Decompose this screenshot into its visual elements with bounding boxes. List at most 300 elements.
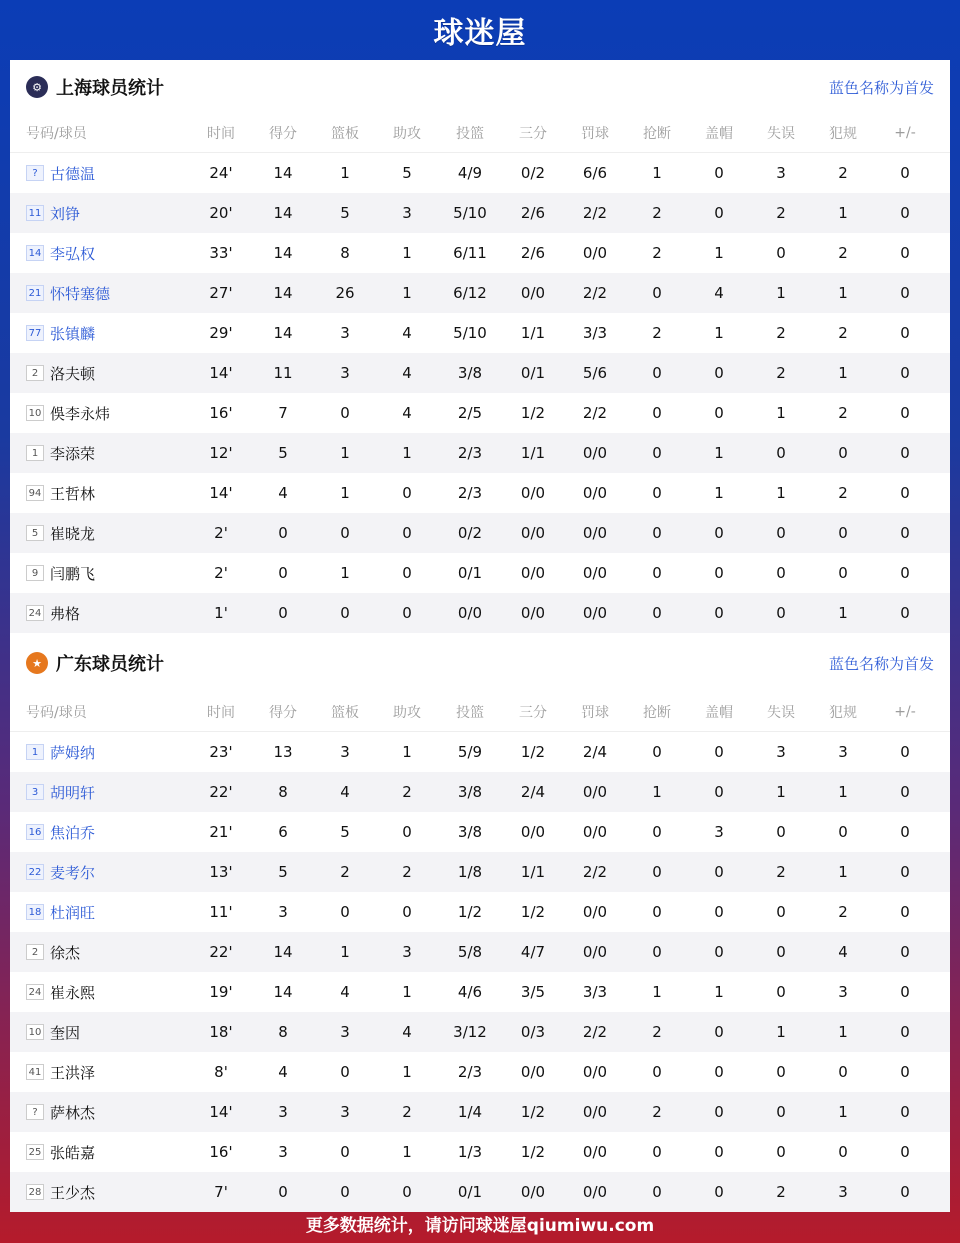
- stat-turnovers: 1: [776, 284, 786, 302]
- jersey-number: 14: [26, 245, 44, 261]
- header-three-pointers: 三分: [519, 705, 547, 721]
- stat-time: 11': [209, 903, 233, 921]
- stat-free-throws: 0/0: [582, 1143, 608, 1161]
- stat-turnovers: 2: [776, 324, 786, 342]
- jersey-number: 21: [26, 285, 44, 301]
- player-name[interactable]: 萨林杰: [50, 1103, 96, 1122]
- player-name[interactable]: 怀特塞德: [50, 284, 111, 303]
- shanghai-logo-icon: ⚙: [26, 76, 48, 98]
- jersey-number: 22: [26, 864, 44, 880]
- stat-free-throws: 2/2: [582, 1023, 608, 1041]
- player-name[interactable]: 闫鹏飞: [50, 564, 96, 583]
- stat-steals: 0: [652, 1143, 662, 1161]
- stat-assists: 1: [402, 1063, 412, 1081]
- player-row[interactable]: [10, 1132, 950, 1172]
- stat-fouls: 2: [838, 484, 848, 502]
- stat-turnovers: 3: [776, 743, 786, 761]
- player-cell: [10, 782, 190, 803]
- stat-blocks: 1: [714, 244, 724, 262]
- stat-turnovers: 3: [776, 164, 786, 182]
- stat-three-pointers: 0/0: [520, 823, 546, 841]
- stat-field-goals: 1/3: [457, 1143, 483, 1161]
- player-row[interactable]: [10, 553, 950, 593]
- stat-points: 7: [278, 404, 288, 422]
- stat-time: 2': [214, 564, 228, 582]
- stat-blocks: 0: [714, 564, 724, 582]
- jersey-number: 28: [26, 1184, 44, 1200]
- jersey-number: 16: [26, 824, 44, 840]
- stat-rebounds: 3: [340, 1023, 350, 1041]
- player-name[interactable]: 杜润旺: [50, 903, 96, 922]
- stat-points: 11: [273, 364, 293, 382]
- stat-three-pointers: 0/0: [520, 1063, 546, 1081]
- team-title: 上海球员统计: [56, 78, 164, 99]
- stat-three-pointers: 0/0: [520, 564, 546, 582]
- stat-rebounds: 2: [340, 863, 350, 881]
- jersey-number: 77: [26, 325, 44, 341]
- player-cell: [10, 982, 190, 1003]
- stat-turnovers: 0: [776, 1103, 786, 1121]
- player-cell: [10, 403, 190, 424]
- stat-points: 4: [278, 1063, 288, 1081]
- stat-free-throws: 0/0: [582, 444, 608, 462]
- player-cell: [10, 323, 190, 344]
- player-row[interactable]: [10, 313, 950, 353]
- team-header: [26, 650, 164, 676]
- header-time: 时间: [207, 126, 235, 142]
- stat-fouls: 1: [838, 604, 848, 622]
- jersey-number: 94: [26, 485, 44, 501]
- player-row[interactable]: [10, 393, 950, 433]
- table-header-row: [10, 114, 950, 153]
- stat-plus-minus: 0: [900, 983, 910, 1001]
- stat-field-goals: 0/1: [457, 1183, 483, 1201]
- jersey-number: 9: [26, 565, 44, 581]
- starter-note: 蓝色名称为首发: [828, 654, 934, 673]
- stat-plus-minus: 0: [900, 364, 910, 382]
- stat-assists: 2: [402, 783, 412, 801]
- stat-turnovers: 0: [776, 823, 786, 841]
- stat-three-pointers: 1/2: [520, 903, 546, 921]
- stat-time: 14': [209, 1103, 233, 1121]
- player-name[interactable]: 焦泊乔: [50, 823, 96, 842]
- stat-steals: 1: [652, 983, 662, 1001]
- header-blocks: 盖帽: [705, 705, 733, 721]
- jersey-number: 10: [26, 1024, 44, 1040]
- jersey-number: 1: [26, 445, 44, 461]
- stat-steals: 0: [652, 404, 662, 422]
- player-name[interactable]: 俁李永炜: [50, 404, 111, 423]
- stat-points: 0: [278, 604, 288, 622]
- stat-blocks: 0: [714, 1063, 724, 1081]
- header-fouls: 犯规: [829, 126, 857, 142]
- stat-plus-minus: 0: [900, 524, 910, 542]
- stat-points: 0: [278, 524, 288, 542]
- player-row[interactable]: [10, 273, 950, 313]
- footer-link[interactable]: 更多数据统计，请访问球迷屋qiumiwu.com: [305, 1215, 655, 1236]
- stat-fouls: 1: [838, 1023, 848, 1041]
- player-name[interactable]: 古德温: [50, 164, 96, 183]
- stat-three-pointers: 1/1: [520, 863, 546, 881]
- player-cell: [10, 363, 190, 384]
- stat-fouls: 0: [838, 524, 848, 542]
- player-name[interactable]: 王少杰: [50, 1183, 96, 1202]
- stat-time: 18': [209, 1023, 233, 1041]
- player-name[interactable]: 洛夫顿: [50, 364, 96, 383]
- stat-plus-minus: 0: [900, 564, 910, 582]
- player-cell: [10, 443, 190, 464]
- stat-plus-minus: 0: [900, 743, 910, 761]
- header-free-throws: 罚球: [581, 126, 609, 142]
- player-name[interactable]: 奎因: [50, 1023, 81, 1042]
- player-name[interactable]: 崔永熙: [50, 983, 96, 1002]
- player-row[interactable]: [10, 892, 950, 932]
- stat-field-goals: 3/8: [457, 823, 483, 841]
- player-row[interactable]: [10, 193, 950, 233]
- stat-time: 14': [209, 484, 233, 502]
- stat-blocks: 1: [714, 324, 724, 342]
- jersey-number: 24: [26, 984, 44, 1000]
- player-cell: [10, 483, 190, 504]
- stat-blocks: 0: [714, 524, 724, 542]
- stat-fouls: 0: [838, 564, 848, 582]
- player-cell: [10, 1062, 190, 1083]
- header-blocks: 盖帽: [705, 126, 733, 142]
- guangdong-section: [10, 633, 950, 1212]
- player-name[interactable]: 王哲林: [50, 484, 96, 503]
- stat-fouls: 0: [838, 444, 848, 462]
- header-turnovers: 失误: [767, 126, 795, 142]
- player-name[interactable]: 张皓嘉: [50, 1143, 96, 1162]
- stat-turnovers: 0: [776, 564, 786, 582]
- player-name[interactable]: 胡明轩: [50, 783, 96, 802]
- stat-rebounds: 26: [335, 284, 355, 302]
- stat-time: 21': [209, 823, 233, 841]
- stat-assists: 2: [402, 863, 412, 881]
- player-cell: [10, 902, 190, 923]
- stat-plus-minus: 0: [900, 604, 910, 622]
- player-row[interactable]: [10, 772, 950, 812]
- player-cell: [10, 822, 190, 843]
- player-cell: [10, 862, 190, 883]
- player-name[interactable]: 刘铮: [50, 204, 81, 223]
- header-rebounds: 篮板: [331, 126, 359, 142]
- stat-fouls: 1: [838, 364, 848, 382]
- header-points: 得分: [269, 705, 297, 721]
- jersey-number: 3: [26, 784, 44, 800]
- stat-fouls: 3: [838, 743, 848, 761]
- player-name[interactable]: 李弘权: [50, 244, 96, 263]
- stat-free-throws: 2/2: [582, 404, 608, 422]
- stat-free-throws: 0/0: [582, 903, 608, 921]
- stat-points: 3: [278, 1143, 288, 1161]
- stat-three-pointers: 0/0: [520, 484, 546, 502]
- jersey-number: 25: [26, 1144, 44, 1160]
- stat-fouls: 2: [838, 164, 848, 182]
- stat-time: 20': [209, 204, 233, 222]
- jersey-number: 2: [26, 365, 44, 381]
- stat-blocks: 0: [714, 1143, 724, 1161]
- stat-fouls: 0: [838, 1063, 848, 1081]
- stat-fouls: 2: [838, 324, 848, 342]
- stat-blocks: 0: [714, 943, 724, 961]
- stat-steals: 0: [652, 1183, 662, 1201]
- header-rebounds: 篮板: [331, 705, 359, 721]
- stat-time: 13': [209, 863, 233, 881]
- player-name[interactable]: 弗格: [50, 604, 81, 623]
- stat-blocks: 0: [714, 1023, 724, 1041]
- player-row[interactable]: [10, 972, 950, 1012]
- stat-points: 14: [273, 324, 293, 342]
- stat-field-goals: 5/8: [457, 943, 483, 961]
- stat-fouls: 2: [838, 404, 848, 422]
- player-cell: [10, 163, 190, 184]
- player-row[interactable]: [10, 433, 950, 473]
- stat-time: 24': [209, 164, 233, 182]
- stat-assists: 4: [402, 404, 412, 422]
- jersey-number: 18: [26, 904, 44, 920]
- stat-free-throws: 3/3: [582, 983, 608, 1001]
- stat-assists: 4: [402, 364, 412, 382]
- stat-free-throws: 3/3: [582, 324, 608, 342]
- stat-assists: 4: [402, 1023, 412, 1041]
- header-field-goals: 投篮: [456, 705, 484, 721]
- stat-plus-minus: 0: [900, 484, 910, 502]
- stat-assists: 0: [402, 604, 412, 622]
- stat-steals: 2: [652, 244, 662, 262]
- stat-rebounds: 8: [340, 244, 350, 262]
- stat-field-goals: 5/10: [453, 204, 487, 222]
- stat-time: 27': [209, 284, 233, 302]
- stat-steals: 0: [652, 364, 662, 382]
- stat-turnovers: 2: [776, 863, 786, 881]
- player-row[interactable]: [10, 153, 950, 193]
- stat-field-goals: 2/5: [457, 404, 483, 422]
- stat-steals: 0: [652, 284, 662, 302]
- stat-turnovers: 0: [776, 444, 786, 462]
- stat-free-throws: 0/0: [582, 524, 608, 542]
- stat-plus-minus: 0: [900, 1143, 910, 1161]
- header-assists: 助攻: [393, 126, 421, 142]
- stat-time: 1': [214, 604, 228, 622]
- stat-steals: 0: [652, 444, 662, 462]
- stat-free-throws: 0/0: [582, 783, 608, 801]
- stat-steals: 1: [652, 783, 662, 801]
- stat-blocks: 0: [714, 364, 724, 382]
- player-row[interactable]: [10, 233, 950, 273]
- player-row[interactable]: [10, 473, 950, 513]
- stat-assists: 1: [402, 444, 412, 462]
- stat-assists: 0: [402, 524, 412, 542]
- stat-points: 4: [278, 484, 288, 502]
- shanghai-table: [10, 114, 950, 633]
- stat-fouls: 1: [838, 284, 848, 302]
- stat-field-goals: 2/3: [457, 1063, 483, 1081]
- player-cell: [10, 523, 190, 544]
- stat-blocks: 0: [714, 1183, 724, 1201]
- stat-free-throws: 2/2: [582, 204, 608, 222]
- stat-free-throws: 5/6: [582, 364, 608, 382]
- stat-blocks: 0: [714, 404, 724, 422]
- stat-field-goals: 6/12: [453, 284, 487, 302]
- stat-turnovers: 0: [776, 1143, 786, 1161]
- player-cell: [10, 203, 190, 224]
- stat-plus-minus: 0: [900, 164, 910, 182]
- player-cell: [10, 563, 190, 584]
- stat-blocks: 0: [714, 604, 724, 622]
- stat-field-goals: 2/3: [457, 484, 483, 502]
- stat-three-pointers: 0/1: [520, 364, 546, 382]
- player-row[interactable]: [10, 353, 950, 393]
- stat-turnovers: 2: [776, 364, 786, 382]
- header-time: 时间: [207, 705, 235, 721]
- stat-three-pointers: 1/2: [520, 1143, 546, 1161]
- stat-free-throws: 2/2: [582, 863, 608, 881]
- jersey-number: ?: [26, 165, 44, 181]
- player-name[interactable]: 王洪泽: [50, 1063, 96, 1082]
- player-name[interactable]: 崔晓龙: [50, 524, 96, 543]
- stat-plus-minus: 0: [900, 943, 910, 961]
- stat-steals: 0: [652, 903, 662, 921]
- player-cell: [10, 1142, 190, 1163]
- player-cell: [10, 1022, 190, 1043]
- stat-field-goals: 4/9: [457, 164, 483, 182]
- stat-rebounds: 3: [340, 324, 350, 342]
- header-free-throws: 罚球: [581, 705, 609, 721]
- stat-rebounds: 3: [340, 1103, 350, 1121]
- player-row[interactable]: [10, 513, 950, 553]
- starter-note: 蓝色名称为首发: [828, 78, 934, 97]
- stat-fouls: 0: [838, 823, 848, 841]
- stat-three-pointers: 0/0: [520, 1183, 546, 1201]
- stat-blocks: 0: [714, 903, 724, 921]
- jersey-number: 10: [26, 405, 44, 421]
- stat-fouls: 1: [838, 863, 848, 881]
- stat-steals: 2: [652, 204, 662, 222]
- stat-blocks: 0: [714, 1103, 724, 1121]
- stat-time: 19': [209, 983, 233, 1001]
- stat-blocks: 1: [714, 484, 724, 502]
- stat-points: 6: [278, 823, 288, 841]
- stat-free-throws: 0/0: [582, 244, 608, 262]
- stat-blocks: 0: [714, 164, 724, 182]
- player-row[interactable]: [10, 932, 950, 972]
- stat-blocks: 1: [714, 444, 724, 462]
- stat-turnovers: 0: [776, 244, 786, 262]
- stat-assists: 1: [402, 244, 412, 262]
- stat-free-throws: 6/6: [582, 164, 608, 182]
- stat-assists: 1: [402, 1143, 412, 1161]
- stat-plus-minus: 0: [900, 1023, 910, 1041]
- jersey-number: 41: [26, 1064, 44, 1080]
- stat-fouls: 3: [838, 983, 848, 1001]
- stat-plus-minus: 0: [900, 204, 910, 222]
- team-header: [26, 74, 164, 100]
- stat-assists: 3: [402, 943, 412, 961]
- stat-points: 14: [273, 284, 293, 302]
- stat-plus-minus: 0: [900, 823, 910, 841]
- stat-time: 22': [209, 783, 233, 801]
- player-cell: [10, 942, 190, 963]
- guangdong-logo-icon: ★: [26, 652, 48, 674]
- stat-field-goals: 0/2: [457, 524, 483, 542]
- stat-three-pointers: 3/5: [520, 983, 546, 1001]
- stat-steals: 0: [652, 604, 662, 622]
- stat-turnovers: 1: [776, 404, 786, 422]
- stat-fouls: 1: [838, 204, 848, 222]
- stat-fouls: 2: [838, 244, 848, 262]
- stat-three-pointers: 0/2: [520, 164, 546, 182]
- stat-blocks: 3: [714, 823, 724, 841]
- stat-rebounds: 0: [340, 1143, 350, 1161]
- player-row[interactable]: [10, 593, 950, 633]
- stat-free-throws: 0/0: [582, 564, 608, 582]
- stat-plus-minus: 0: [900, 903, 910, 921]
- stat-free-throws: 0/0: [582, 1063, 608, 1081]
- stat-three-pointers: 1/2: [520, 404, 546, 422]
- stat-fouls: 2: [838, 903, 848, 921]
- player-name[interactable]: 张镇麟: [50, 324, 96, 343]
- jersey-number: 5: [26, 525, 44, 541]
- stat-assists: 0: [402, 823, 412, 841]
- stat-free-throws: 0/0: [582, 823, 608, 841]
- stat-rebounds: 0: [340, 1063, 350, 1081]
- stat-plus-minus: 0: [900, 1103, 910, 1121]
- player-name[interactable]: 徐杰: [50, 943, 81, 962]
- stat-assists: 3: [402, 204, 412, 222]
- player-name[interactable]: 萨姆纳: [50, 743, 96, 762]
- player-row[interactable]: [10, 1092, 950, 1132]
- stat-field-goals: 5/10: [453, 324, 487, 342]
- stat-plus-minus: 0: [900, 1063, 910, 1081]
- stat-time: 2': [214, 524, 228, 542]
- stat-time: 14': [209, 364, 233, 382]
- stat-assists: 0: [402, 903, 412, 921]
- stat-rebounds: 4: [340, 783, 350, 801]
- stat-rebounds: 5: [340, 204, 350, 222]
- player-row[interactable]: [10, 1052, 950, 1092]
- stat-free-throws: 0/0: [582, 1183, 608, 1201]
- stat-fouls: 3: [838, 1183, 848, 1201]
- stat-steals: 1: [652, 164, 662, 182]
- player-name[interactable]: 李添荣: [50, 444, 96, 463]
- stat-turnovers: 2: [776, 204, 786, 222]
- stat-field-goals: 6/11: [453, 244, 487, 262]
- player-row[interactable]: [10, 732, 950, 772]
- stat-steals: 0: [652, 743, 662, 761]
- stat-free-throws: 0/0: [582, 943, 608, 961]
- stat-field-goals: 1/8: [457, 863, 483, 881]
- stat-plus-minus: 0: [900, 284, 910, 302]
- stat-free-throws: 2/2: [582, 284, 608, 302]
- stat-rebounds: 1: [340, 484, 350, 502]
- player-cell: [10, 603, 190, 624]
- stat-three-pointers: 2/6: [520, 244, 546, 262]
- player-row[interactable]: [10, 1012, 950, 1052]
- stat-points: 0: [278, 1183, 288, 1201]
- stat-field-goals: 1/4: [457, 1103, 483, 1121]
- stat-points: 3: [278, 1103, 288, 1121]
- stat-three-pointers: 1/1: [520, 324, 546, 342]
- section-header: [10, 60, 950, 114]
- stat-time: 33': [209, 244, 233, 262]
- header-assists: 助攻: [393, 705, 421, 721]
- player-row[interactable]: [10, 812, 950, 852]
- player-name[interactable]: 麦考尔: [50, 863, 96, 882]
- stat-points: 14: [273, 244, 293, 262]
- stat-rebounds: 3: [340, 743, 350, 761]
- player-row[interactable]: [10, 852, 950, 892]
